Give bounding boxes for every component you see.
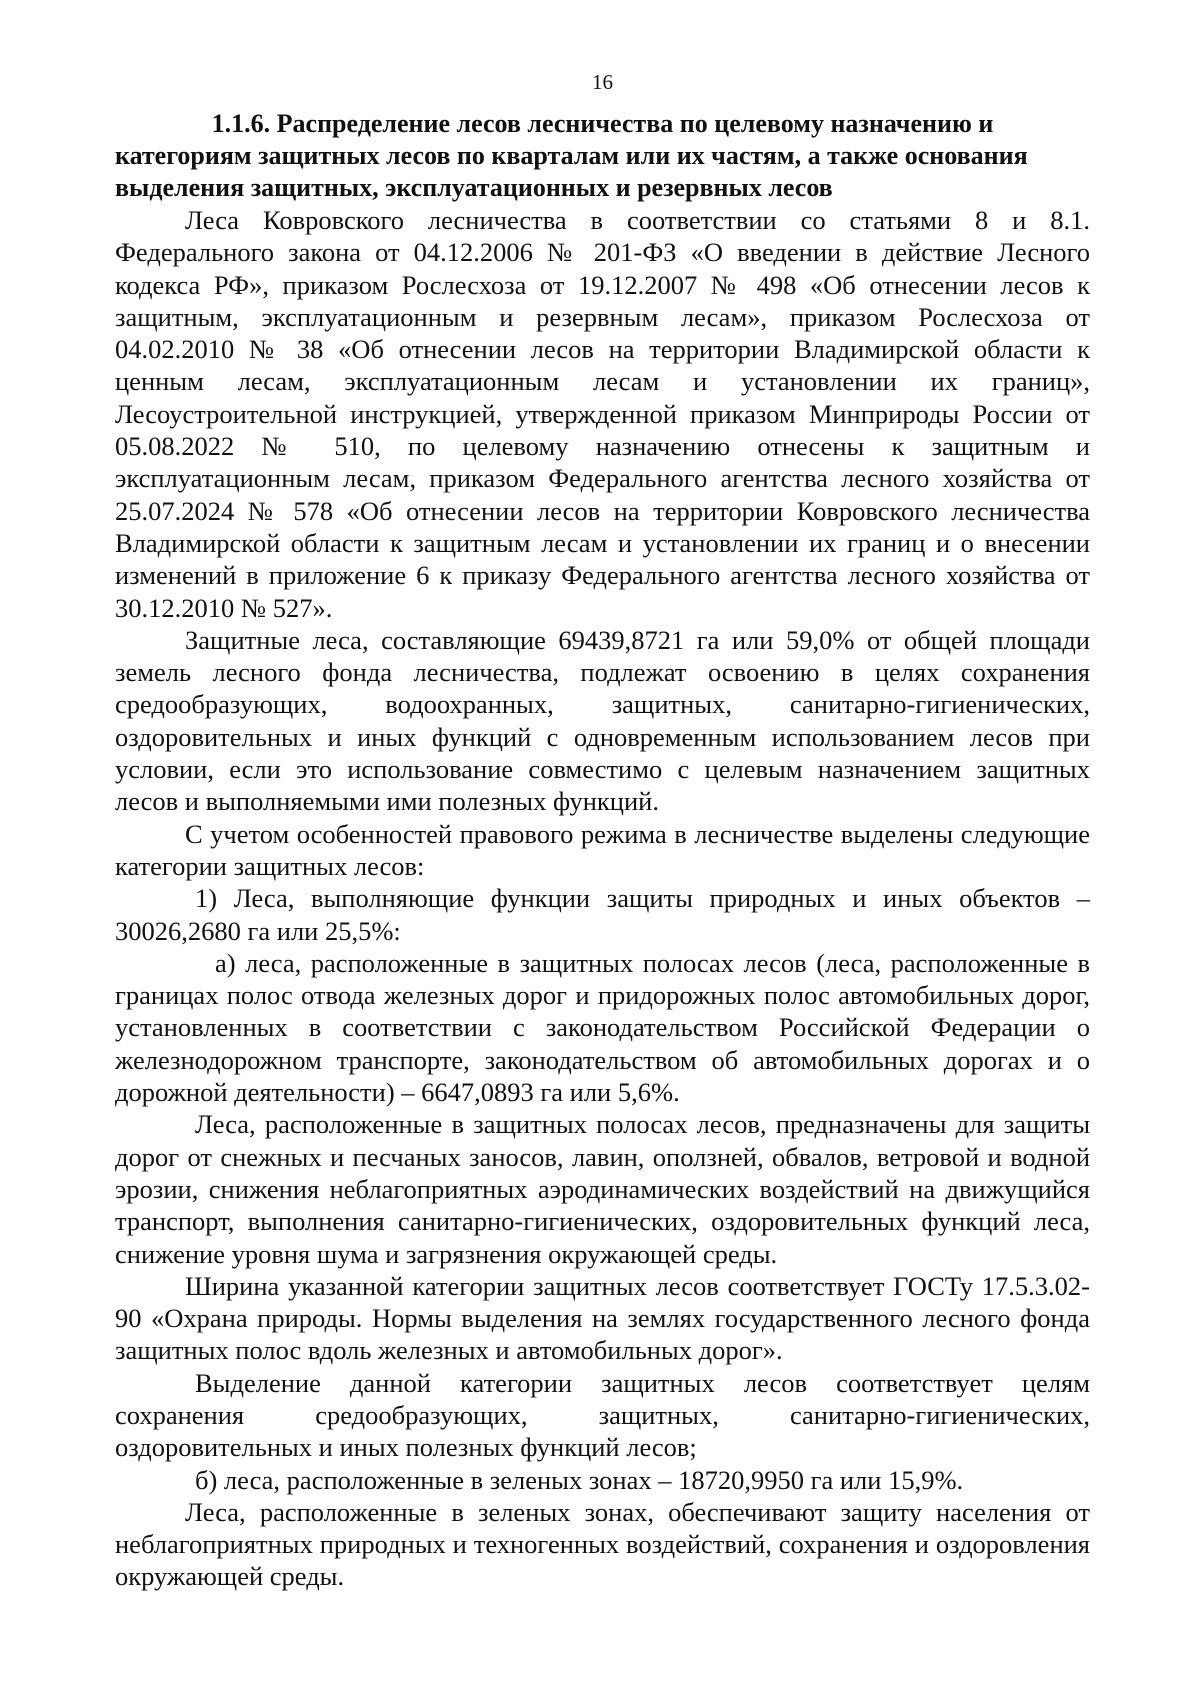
paragraph-categories-intro: С учетом особенностей правового режима в лесничестве выделены следующие категории защитных лесов: [115, 818, 1090, 881]
document-page [115, 70, 1090, 1593]
list-item-category-1a: а) леса, расположенные в защитных полосах лесов (леса, расположенные в границах полос отвода железных дорог и придорожных полос автомобильных дорог, установленных в соответствии с законодательством Российской Федерации о железнодорожном транспорте, законодательством об автомобильных дорогах и о дорожной деятельности) – 6647,0893 га или 5,6%. [115, 947, 1090, 1108]
section-heading-line: 1.1.6. Распределение лесов лесничества по целевому назначению и [211, 109, 994, 138]
paragraph-legal-basis: Леса Ковровского лесничества в соответствии со статьями 8 и 8.1. Федерального закона от 04.12.2006 № 201-ФЗ «О введении в действие Лесного кодекса РФ», приказом Рослесхоза от 19.12.2007 № 498 «Об отнесении лесов к защитным, эксплуатационным и резервным лесам», приказом Рослесхоза от 04.02.2010 № 38 «Об отнесении лесов на территории Владимирской области к ценным лесам, эксплуатационным лесам и установлении их границ», Лесоустроительной инструкцией, утвержденной приказом Минприроды России от 05.08.2022 № 510, по целевому назначению отнесены к защитным и эксплуатационным лесам, приказом Федерального агентства лесного хозяйства от 25.07.2024 № 578 «Об отнесении лесов на территории Ковровского лесничества Владимирской области к защитным лесам и установлении их границ и о внесении изменений в приложение 6 к приказу Федерального агентства лесного хозяйства от 30.12.2010 № 527». [115, 205, 1090, 623]
paragraph-category-allocation: Выделение данной категории защитных лесов соответствует целям сохранения средообразующих, защитных, санитарно-гигиенических, оздоровительных и иных полезных функций лесов; [115, 1367, 1090, 1463]
section-heading [115, 108, 1090, 204]
section-heading-line: категориям защитных лесов по кварталам или их частям, а также основания [115, 141, 1028, 170]
paragraph-width-standard: Ширина указанной категории защитных лесов соответствует ГОСТу 17.5.3.02-90 «Охрана природы. Нормы выделения на землях государственного лесного фонда защитных полос вдоль железных и автомобильных дорог». [115, 1270, 1090, 1366]
paragraph-green-zones: Леса, расположенные в зеленых зонах, обеспечивают защиту населения от неблагоприятных природных и техногенных воздействий, сохранения и оздоровления окружающей среды. [115, 1496, 1090, 1592]
paragraph-protective-strips-purpose: Леса, расположенные в защитных полосах лесов, предназначены для защиты дорог от снежных и песчаных заносов, лавин, оползней, обвалов, ветровой и водной эрозии, снижения неблагоприятных аэродинамических воздействий на движущийся транспорт, выполнения санитарно-гигиенических, оздоровительных функций леса, снижение уровня шума и загрязнения окружающей среды. [115, 1109, 1090, 1269]
paragraph-protective-forests: Защитные леса, составляющие 69439,8721 га или 59,0% от общей площади земель лесного фонда лесничества, подлежат освоению в целях сохранения средообразующих, водоохранных, защитных, санитарно-гигиенических, оздоровительных и иных функций с одновременным использованием лесов при условии, если это использование совместимо с целевым назначением защитных лесов и выполняемыми ими полезных функций. [115, 624, 1090, 817]
section-heading-line: выделения защитных, эксплуатационных и резервных лесов [115, 173, 833, 202]
page-number: 16 [592, 70, 613, 94]
list-item-category-1: 1) Леса, выполняющие функции защиты природных и иных объектов – 30026,2680 га или 25,5%: [115, 883, 1090, 946]
list-item-category-1b: б) леса, расположенные в зеленых зонах – 18720,9950 га или 15,9%. [195, 1464, 964, 1495]
